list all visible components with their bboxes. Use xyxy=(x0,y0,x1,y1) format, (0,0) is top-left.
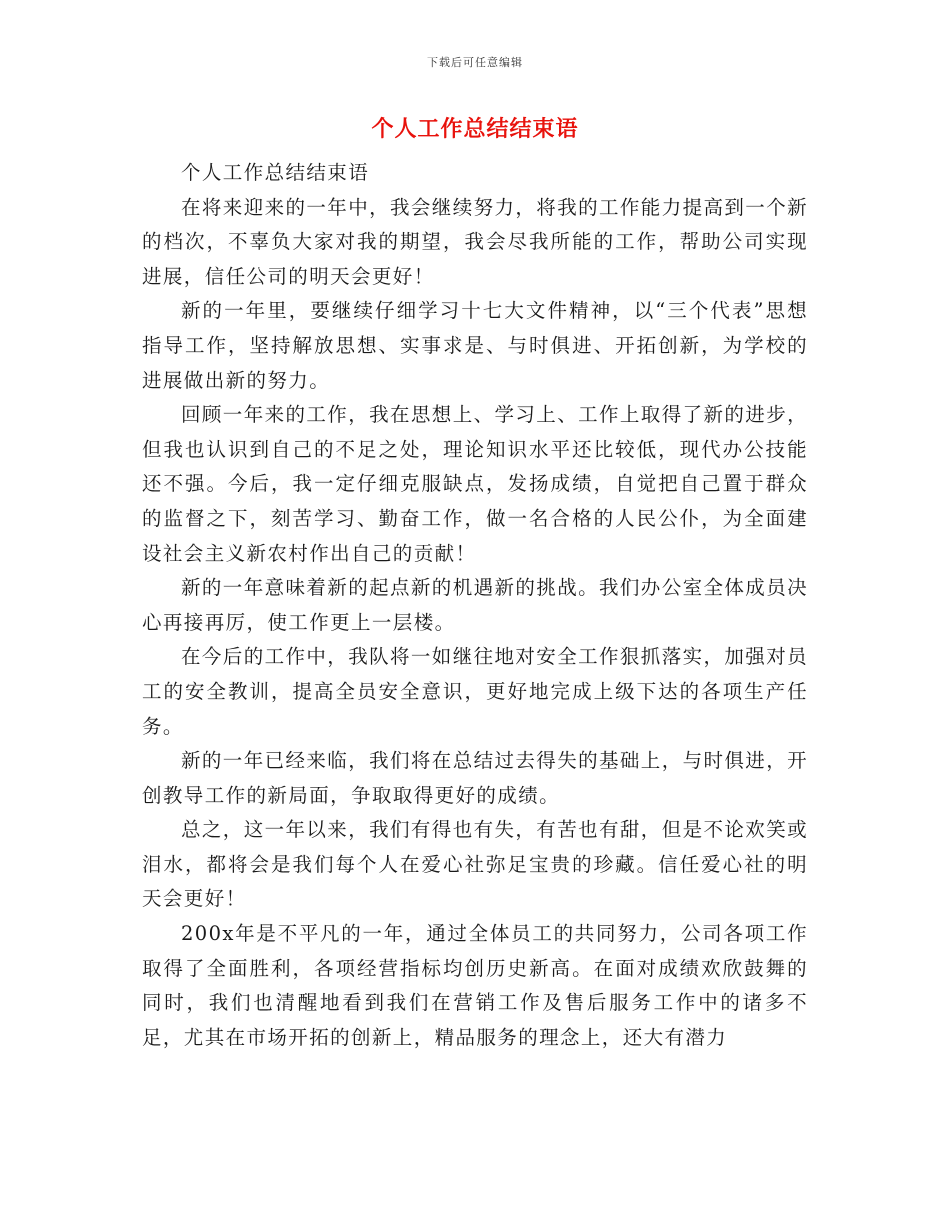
paragraph: 新的一年已经来临，我们将在总结过去得失的基础上，与时俱进，开创教导工作的新局面，争取取得更好的成绩。 xyxy=(142,749,809,807)
paragraph: 个人工作总结结束语 xyxy=(181,161,370,184)
paragraph: 总之，这一年以来，我们有得也有失，有苦也有甜，但是不论欢笑或泪水，都将会是我们每个人在爱心社弥足宝贵的珍藏。信任爱心社的明天会更好！ xyxy=(142,818,809,911)
paragraph: 新的一年里，要继续仔细学习十七大文件精神，以“三个代表”思想指导工作，坚持解放思想、实事求是、与时俱进、开拓创新，为学校的进展做出新的努力。 xyxy=(142,299,808,392)
paragraph: 在将来迎来的一年中，我会继续努力，将我的工作能力提高到一个新的档次，不辜负大家对我的期望，我会尽我所能的工作，帮助公司实现进展，信任公司的明天会更好！ xyxy=(142,195,809,288)
paragraph: 新的一年意味着新的起点新的机遇新的挑战。我们办公室全体成员决心再接再厉，使工作更上一层楼。 xyxy=(142,576,809,634)
header-note: 下载后可任意编辑 xyxy=(427,56,523,69)
paragraph: 200x年是不平凡的一年，通过全体员工的共同努力，公司各项工作取得了全面胜利，各项经营指标均创历史新高。在面对成绩欢欣鼓舞的同时，我们也清醒地看到我们在营销工作及售后服务工作中的诸多不足，尤其在市场开拓的创新上，精品服务的理念上，还大有潜力 xyxy=(142,922,808,1049)
document-body xyxy=(142,156,808,1055)
paragraph: 回顾一年来的工作，我在思想上、学习上、工作上取得了新的进步，但我也认识到自己的不足之处，理论知识水平还比较低，现代办公技能还不强。今后，我一定仔细克服缺点，发扬成绩，自觉把自己置于群众的监督之下，刻苦学习、勤奋工作，做一名合格的人民公仆，为全面建设社会主义新农村作出自己的贡献！ xyxy=(142,403,809,565)
paragraph: 在今后的工作中，我队将一如继往地对安全工作狠抓落实，加强对员工的安全教训，提高全员安全意识，更好地完成上级下达的各项生产任务。 xyxy=(142,645,809,738)
document-title: 个人工作总结结束语 xyxy=(371,116,579,142)
